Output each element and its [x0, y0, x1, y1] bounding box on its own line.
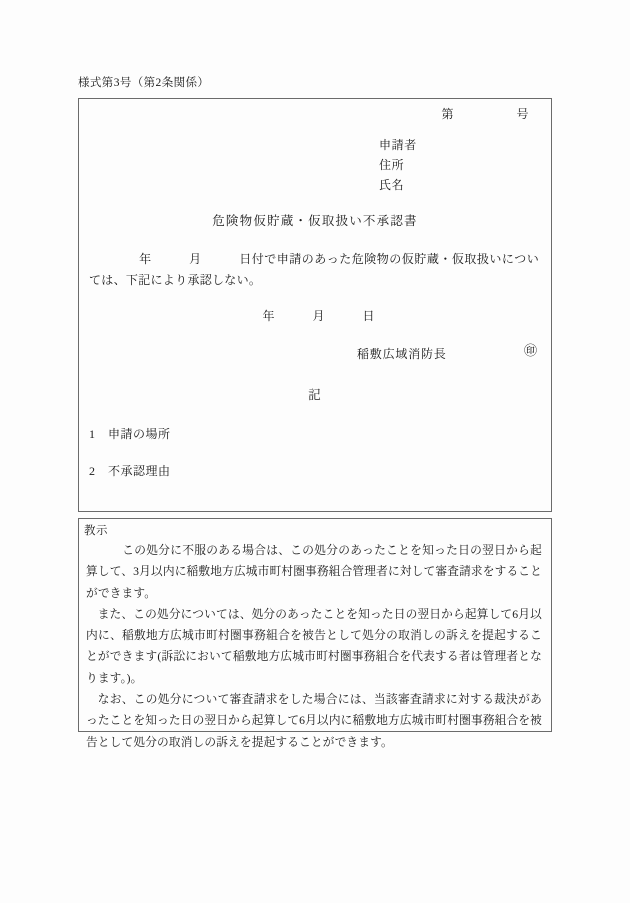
list-item: [89, 462, 171, 479]
document-title: 危険物仮貯蔵・仮取扱い不承認書: [212, 214, 418, 228]
form-number-caption: 様式第3号（第2条関係）: [78, 77, 210, 89]
instructions-heading: 教示: [84, 525, 108, 537]
instructions-paragraph: なお、この処分について審査請求をした場合には、当該審査請求に対する裁決があったことを知った日の翌日から起算して6月以内に稲敷地方広城市町村圏事務組合を被告として処分の取消しの訴えを提起することができます。: [86, 693, 542, 749]
body-statement: 日付で申請のあった危険物の仮貯蔵・仮取扱いについては、下記により承認しない。: [89, 252, 540, 287]
issue-date-line: 年 月 日: [225, 309, 376, 323]
item-label: 不承認理由: [108, 464, 171, 478]
body-date-blanks: 年 月: [89, 252, 240, 266]
applicant-name-label: 氏名: [379, 178, 405, 192]
instructions-body: [86, 540, 542, 753]
applicant-block: [379, 135, 417, 195]
list-item: [89, 425, 171, 442]
main-form-box: [78, 98, 552, 512]
ki-marker: 記: [308, 388, 322, 402]
applicant-label: 申請者: [379, 138, 417, 152]
signer-row: [79, 345, 551, 365]
instructions-box: [78, 518, 552, 749]
applicant-address-label: 住所: [379, 158, 405, 172]
item-number: 2: [89, 464, 96, 478]
document-number-field: 第 号: [441, 107, 529, 121]
body-paragraph: [89, 249, 539, 291]
instructions-paragraph: また、この処分については、処分のあったことを知った日の翌日から起算して6月以内に、稲敷地方広城市町村圏事務組合を被告として処分の取消しの訴えを提起することができます(訴訟において稲敷地方広城市町村圏事務組合を代表する者は管理者となります。)。: [86, 607, 542, 685]
instructions-paragraph: この処分に不服のある場合は、この処分のあったことを知った日の翌日から起算して、3月以内に稲敷地方広城市町村圏事務組合管理者に対して審査請求をすることができます。: [86, 544, 542, 600]
signer-title: 稲敷広域消防長: [357, 347, 447, 361]
item-label: 申請の場所: [108, 427, 171, 441]
seal-icon: ㊞: [523, 343, 537, 358]
item-number: 1: [89, 427, 96, 441]
